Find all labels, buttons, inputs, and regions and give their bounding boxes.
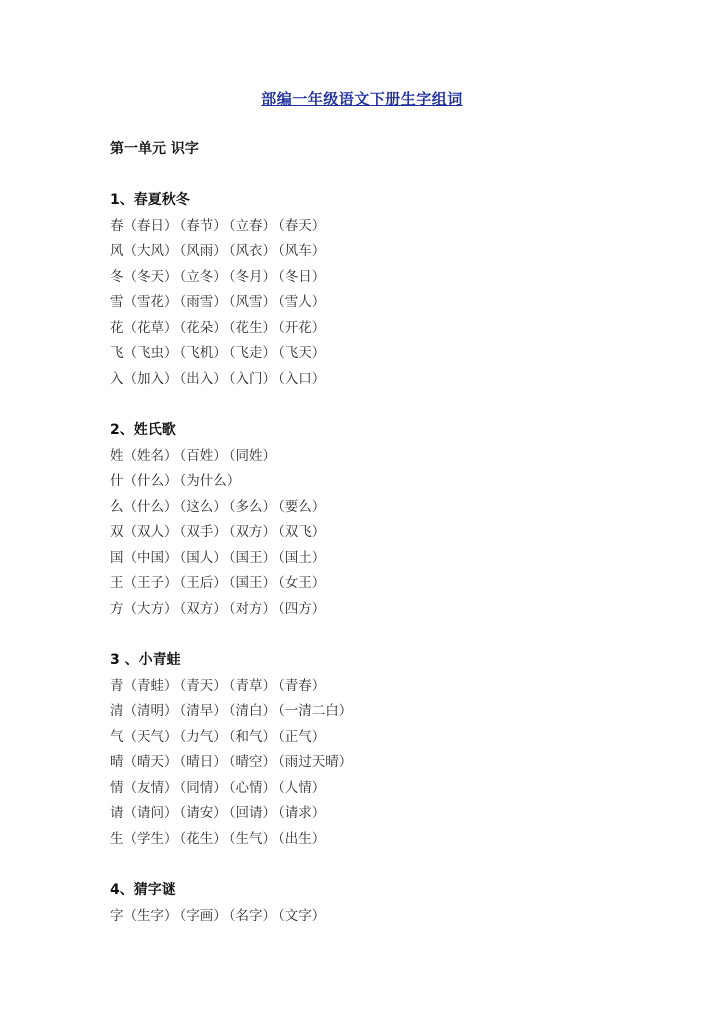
word: （生字）: [123, 907, 178, 924]
word: （国人）: [179, 549, 227, 566]
word: （花朵）: [179, 319, 227, 336]
word-row: [110, 239, 327, 265]
word: （花生）: [179, 830, 227, 847]
word-row: [110, 469, 327, 495]
word: （请求）: [278, 805, 326, 821]
word: （清白）: [228, 703, 276, 719]
character: 冬: [110, 268, 124, 285]
word: （加入）: [123, 370, 178, 387]
word: （清明）: [123, 703, 178, 719]
word: （大风）: [123, 243, 178, 259]
word-row: [110, 801, 354, 827]
word: （清早）: [179, 703, 227, 719]
word-row: [110, 265, 327, 291]
word-row: [110, 699, 354, 725]
character: 生: [110, 830, 124, 847]
word: （双人）: [123, 524, 178, 540]
word-row: [110, 750, 354, 776]
word: （青蛙）: [123, 677, 178, 694]
word: （回请）: [228, 805, 276, 821]
section-4: [110, 878, 327, 929]
character: 风: [110, 243, 124, 259]
character: 清: [110, 703, 124, 719]
word: （雪人）: [278, 294, 326, 310]
section-2: [110, 418, 327, 622]
word: （要么）: [278, 498, 326, 515]
word: （晴天）: [123, 754, 178, 770]
word: （国土）: [278, 549, 326, 566]
word: （青天）: [179, 677, 227, 694]
word: （春天）: [278, 217, 326, 234]
word: （立春）: [228, 217, 276, 234]
word: （同情）: [179, 779, 227, 796]
section-title: 3 、小青蛙: [110, 652, 181, 668]
word-row: [110, 776, 354, 802]
word: （一清二白）: [278, 703, 353, 719]
section-title: 1、春夏秋冬: [110, 192, 190, 208]
word: （双飞）: [278, 524, 326, 540]
section-1: [110, 188, 327, 392]
word: （入门）: [228, 370, 276, 387]
word: （王子）: [123, 575, 178, 591]
character: 王: [110, 575, 124, 591]
character: 双: [110, 524, 124, 540]
character: 情: [110, 779, 124, 796]
word-row: [110, 546, 327, 572]
word: （冬天）: [123, 268, 178, 285]
word: （晴空）: [228, 754, 276, 770]
word: （飞走）: [228, 345, 276, 361]
word: （雨雪）: [179, 294, 227, 310]
section-3: [110, 648, 354, 852]
word: （冬月）: [228, 268, 276, 285]
word-row: [110, 495, 327, 521]
word: （开花）: [278, 319, 326, 336]
word: （青春）: [278, 677, 326, 694]
word: （双方）: [228, 524, 276, 540]
section-title: 2、姓氏歌: [110, 422, 176, 438]
word: （字画）: [179, 907, 227, 924]
word: （双方）: [179, 600, 227, 617]
word: （雨过天晴）: [278, 754, 353, 770]
word: （什么）: [123, 498, 178, 515]
word: （姓名）: [123, 447, 178, 464]
word-row: [110, 367, 327, 393]
word-row: [110, 520, 327, 546]
word: （入口）: [278, 370, 326, 387]
word: （请安）: [179, 805, 227, 821]
character: 花: [110, 319, 124, 336]
word: （正气）: [278, 728, 326, 745]
character: 姓: [110, 447, 124, 464]
word: （四方）: [278, 600, 326, 617]
word: （春节）: [179, 217, 227, 234]
character: 方: [110, 600, 124, 617]
word: （飞虫）: [123, 345, 178, 361]
word-row: [110, 316, 327, 342]
character: 气: [110, 728, 124, 745]
word-row: [110, 827, 354, 853]
word: （冬日）: [278, 268, 326, 285]
section-title: 4、猜字谜: [110, 882, 176, 898]
word: （出生）: [278, 830, 326, 847]
word: （花生）: [228, 319, 276, 336]
word: （力气）: [179, 728, 227, 745]
word: （飞天）: [278, 345, 326, 361]
word: （多么）: [228, 498, 276, 515]
word: （对方）: [228, 600, 276, 617]
word: （国王）: [228, 549, 276, 566]
character: 什: [110, 473, 124, 489]
word-row: [110, 214, 327, 240]
word: （花草）: [123, 319, 178, 336]
word: （什么）: [123, 473, 178, 489]
character: 字: [110, 907, 124, 924]
word: （风雨）: [179, 243, 227, 259]
word: （名字）: [228, 907, 276, 924]
word: （文字）: [278, 907, 326, 924]
word-row: [110, 444, 327, 470]
word: （友情）: [123, 779, 178, 796]
word-row: [110, 904, 327, 930]
word: （生气）: [228, 830, 276, 847]
character: 青: [110, 677, 124, 694]
word: （女王）: [278, 575, 326, 591]
word-row: [110, 290, 327, 316]
word: （出入）: [179, 370, 227, 387]
word: （双手）: [179, 524, 227, 540]
character: 春: [110, 217, 124, 234]
word: （雪花）: [123, 294, 178, 310]
word: （国王）: [228, 575, 276, 591]
word-row: [110, 341, 327, 367]
character: 国: [110, 549, 124, 566]
word: （同姓）: [228, 447, 276, 464]
word: （春日）: [123, 217, 178, 234]
word: （请问）: [123, 805, 178, 821]
word: （和气）: [228, 728, 276, 745]
character: 雪: [110, 294, 124, 310]
character: 入: [110, 370, 124, 387]
word: （青草）: [228, 677, 276, 694]
character: 请: [110, 805, 124, 821]
word: （中国）: [123, 549, 178, 566]
word: （风雪）: [228, 294, 276, 310]
word-row: [110, 674, 354, 700]
unit-title: 第一单元 识字: [110, 141, 199, 157]
word: （风车）: [278, 243, 326, 259]
word-row: [110, 597, 327, 623]
word-row: [110, 725, 354, 751]
word: （为什么）: [179, 473, 241, 489]
word: （心情）: [228, 779, 276, 796]
character: 晴: [110, 754, 124, 770]
character: 飞: [110, 345, 124, 361]
word: （这么）: [179, 498, 227, 515]
word: （人情）: [278, 779, 326, 796]
word: （风衣）: [228, 243, 276, 259]
word: （王后）: [179, 575, 227, 591]
word: （大方）: [123, 600, 178, 617]
word: （立冬）: [179, 268, 227, 285]
document-title[interactable]: 部编一年级语文下册生字组词: [261, 90, 463, 108]
word: （天气）: [123, 728, 178, 745]
character: 么: [110, 498, 124, 515]
word: （飞机）: [179, 345, 227, 361]
word: （晴日）: [179, 754, 227, 770]
word: （学生）: [123, 830, 178, 847]
word: （百姓）: [179, 447, 227, 464]
word-row: [110, 571, 327, 597]
